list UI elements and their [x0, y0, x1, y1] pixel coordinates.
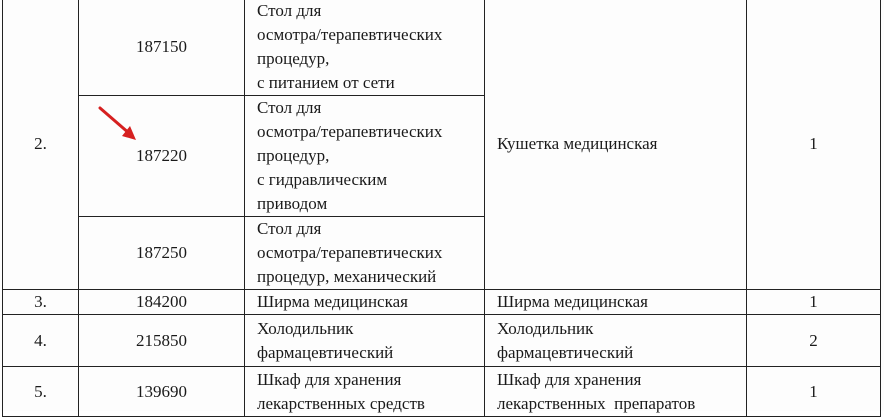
product-code: 187220	[136, 146, 187, 165]
kind-line: фармацевтический	[497, 342, 634, 362]
kind-line: лекарственных препаратов	[497, 393, 696, 413]
product-code: 187150	[136, 37, 187, 56]
kind-cell	[485, 315, 747, 367]
kind-line: Кушетка медицинская	[497, 134, 658, 153]
name-cell	[245, 217, 485, 290]
name-line: Стол для	[257, 1, 322, 20]
name-line: лекарственных средств	[257, 393, 425, 413]
table-row	[3, 367, 881, 417]
kind-line: Шкаф для хранения	[497, 369, 642, 389]
product-code: 139690	[136, 381, 187, 401]
name-cell	[245, 96, 485, 217]
name-line: Холодильник	[257, 318, 354, 338]
quantity: 1	[809, 381, 818, 401]
kind-line: Холодильник	[497, 318, 594, 338]
name-line: осмотра/терапевтических	[257, 122, 443, 141]
quantity: 1	[809, 292, 818, 311]
code-cell	[79, 367, 245, 417]
kind-line: Ширма медицинская	[497, 292, 648, 311]
kind-cell	[485, 367, 747, 417]
quantity-cell	[747, 0, 881, 290]
red-arrow-icon	[96, 104, 140, 148]
table-row	[3, 0, 881, 96]
code-cell	[79, 217, 245, 290]
row-number: 5.	[34, 381, 47, 401]
row-number-cell	[3, 367, 79, 417]
name-line: с питанием от сети	[257, 73, 395, 92]
row-number: 3.	[34, 292, 47, 311]
name-line: фармацевтический	[257, 342, 394, 362]
name-line: процедур,	[257, 49, 330, 68]
name-line: Шкаф для хранения	[257, 369, 402, 389]
row-number-cell	[3, 0, 79, 290]
table-row	[3, 315, 881, 367]
name-cell	[245, 0, 485, 96]
name-line: Ширма медицинская	[257, 292, 408, 311]
name-line: осмотра/терапевтических	[257, 243, 443, 262]
name-line: процедур,	[257, 146, 330, 165]
code-cell	[79, 315, 245, 367]
row-number: 4.	[34, 330, 47, 350]
equipment-table	[2, 0, 881, 417]
row-number-cell	[3, 315, 79, 367]
name-cell	[245, 315, 485, 367]
name-line: осмотра/терапевтических	[257, 25, 443, 44]
kind-cell	[485, 0, 747, 290]
row-number-cell	[3, 290, 79, 315]
quantity-cell	[747, 290, 881, 315]
product-code: 187250	[136, 243, 187, 262]
name-line: процедур, механический	[257, 267, 437, 286]
code-cell	[79, 290, 245, 315]
quantity: 1	[809, 134, 818, 153]
name-line: Стол для	[257, 98, 322, 117]
table-row	[3, 290, 881, 315]
quantity: 2	[809, 330, 818, 350]
product-code: 184200	[136, 292, 187, 311]
product-code: 215850	[136, 330, 187, 350]
kind-cell	[485, 290, 747, 315]
code-cell	[79, 0, 245, 96]
name-cell	[245, 367, 485, 417]
row-number: 2.	[34, 134, 47, 153]
name-line: приводом	[257, 194, 328, 213]
name-line: с гидравлическим	[257, 170, 388, 189]
quantity-cell	[747, 315, 881, 367]
quantity-cell	[747, 367, 881, 417]
name-line: Стол для	[257, 219, 322, 238]
name-cell	[245, 290, 485, 315]
